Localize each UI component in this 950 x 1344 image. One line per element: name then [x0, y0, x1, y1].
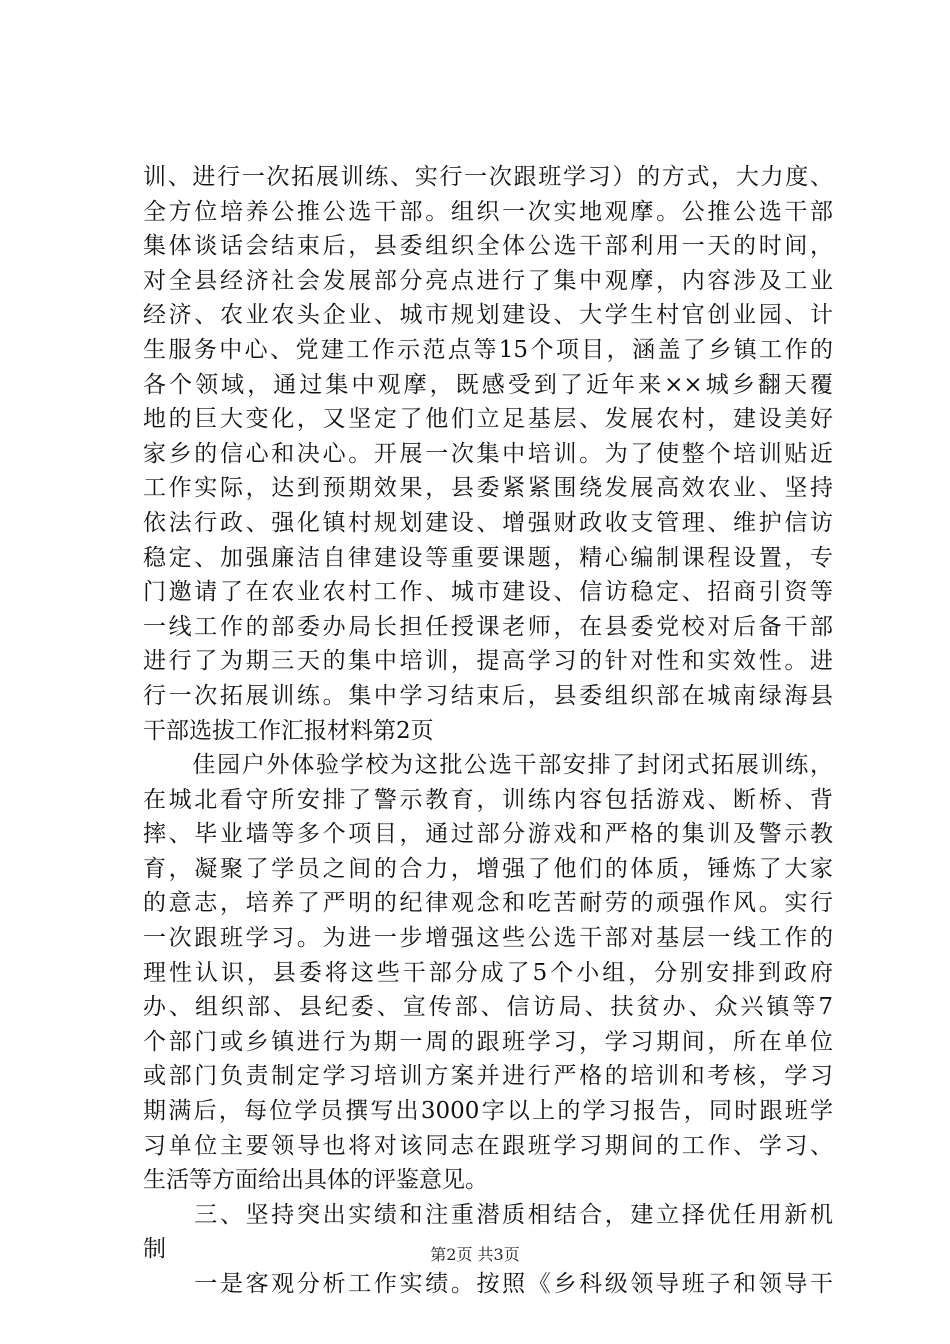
text-line: 地的巨大变化，又坚定了他们立足基层、发展农村，建设美好 — [143, 406, 833, 433]
text-line: 的意志，培养了严明的纪律观念和吃苦耐劳的顽强作风。实行 — [143, 890, 833, 917]
text-line: 或部门负责制定学习培训方案并进行严格的培训和考核，学习 — [143, 1063, 833, 1090]
text-line: 行一次拓展训练。集中学习结束后，县委组织部在城南绿海县 — [143, 682, 833, 709]
text-line: 各个领域，通过集中观摩，既感受到了近年来××城乡翻天覆 — [143, 371, 833, 398]
text-line: 一次跟班学习。为进一步增强这些公选干部对基层一线工作的 — [143, 925, 833, 952]
text-line: 在城北看守所安排了警示教育，训练内容包括游戏、断桥、背 — [143, 786, 833, 813]
text-line: 训、进行一次拓展训练、实行一次跟班学习）的方式，大力度、 — [143, 164, 833, 190]
text-line: 经济、农业农头企业、城市规划建设、大学生村官创业园、计 — [143, 302, 833, 329]
text-line: 对全县经济社会发展部分亮点进行了集中观摩，内容涉及工业 — [143, 267, 833, 294]
text-line: 一线工作的部委办局长担任授课老师，在县委党校对后备干部 — [143, 613, 833, 640]
text-line: 进行了为期三天的集中培训，提高学习的针对性和实效性。进 — [143, 648, 833, 675]
text-line: 稳定、加强廉洁自律建设等重要课题，精心编制课程设置，专 — [143, 544, 833, 571]
text-line: 三、坚持突出实绩和注重潜质相结合，建立择优任用新机 — [143, 1201, 833, 1228]
text-line: 全方位培养公推公选干部。组织一次实地观摩。公推公选干部 — [143, 198, 833, 225]
text-line: 生服务中心、党建工作示范点等15个项目，涵盖了乡镇工作的 — [143, 336, 833, 363]
text-line: 工作实际，达到预期效果，县委紧紧围绕发展高效农业、坚持 — [143, 475, 833, 502]
text-line: 习单位主要领导也将对该同志在跟班学习期间的工作、学习、 — [143, 1132, 833, 1159]
text-line: 干部选拔工作汇报材料第2页 — [143, 717, 434, 744]
text-line: 摔、毕业墙等多个项目，通过部分游戏和严格的集训及警示教 — [143, 821, 833, 848]
text-line: 制 — [143, 1236, 166, 1263]
text-line: 集体谈话会结束后，县委组织全体公选干部利用一天的时间， — [143, 233, 833, 260]
text-line: 育，凝聚了学员之间的合力，增强了他们的体质，锤炼了大家 — [143, 855, 833, 882]
text-line: 家乡的信心和决心。开展一次集中培训。为了使整个培训贴近 — [143, 440, 833, 467]
text-line: 个部门或乡镇进行为期一周的跟班学习，学习期间，所在单位 — [143, 1028, 833, 1055]
text-line: 一是客观分析工作实绩。按照《乡科级领导班子和领导干 — [143, 1271, 833, 1297]
document-body — [143, 160, 833, 1302]
text-line: 门邀请了在农业农村工作、城市建设、信访稳定、招商引资等 — [143, 579, 833, 606]
text-line: 理性认识，县委将这些干部分成了5个小组，分别安排到政府 — [143, 959, 833, 986]
page-footer: 第2页 共3页 — [430, 1245, 520, 1264]
text-line: 期满后，每位学员撰写出3000字以上的学习报告，同时跟班学 — [143, 1098, 833, 1125]
text-line: 生活等方面给出具体的评鉴意见。 — [143, 1167, 488, 1194]
text-line: 依法行政、强化镇村规划建设、增强财政收支管理、维护信访 — [143, 509, 833, 536]
text-line: 佳园户外体验学校为这批公选干部安排了封闭式拓展训练， — [143, 752, 833, 779]
text-line: 办、组织部、县纪委、宣传部、信访局、扶贫办、众兴镇等7 — [143, 994, 833, 1021]
